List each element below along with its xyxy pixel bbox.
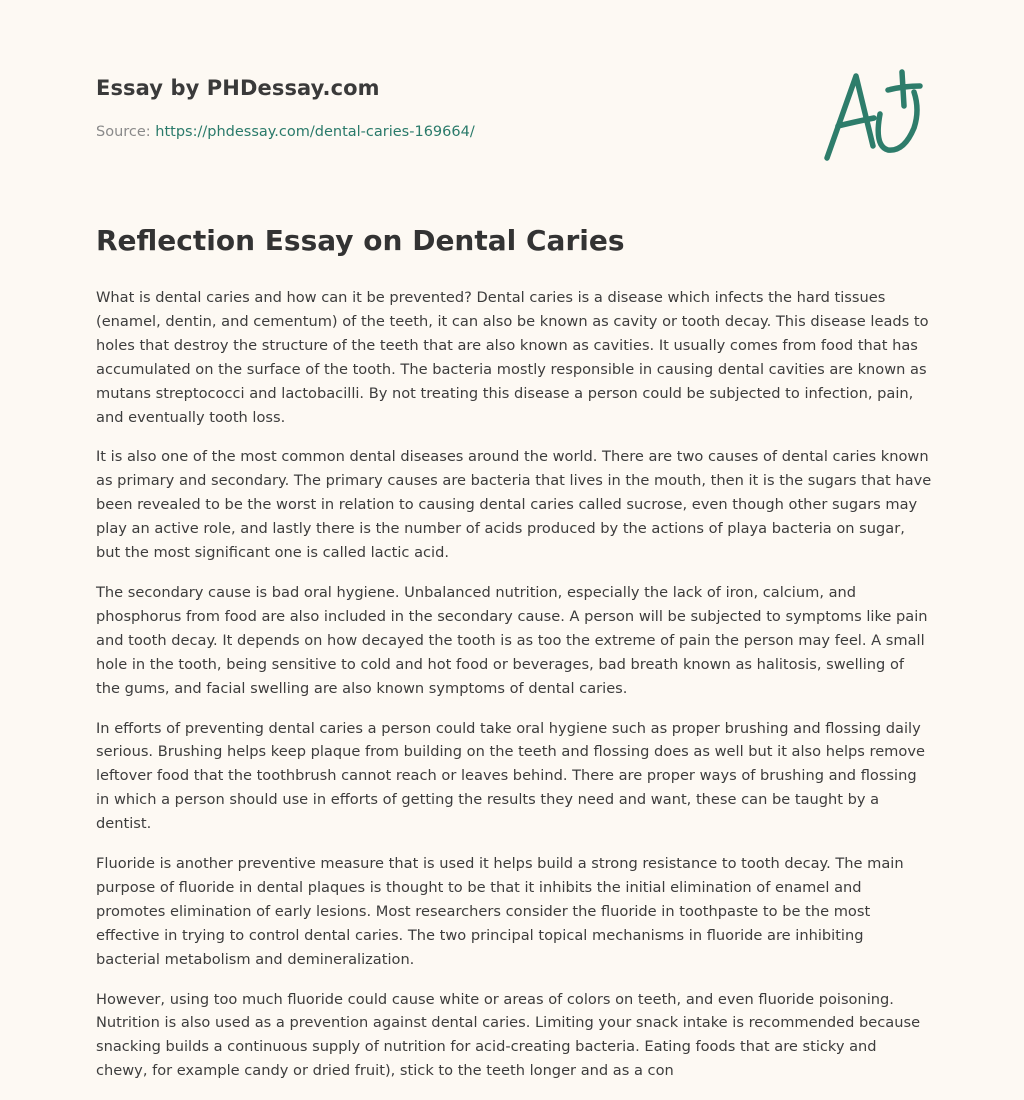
source-line [96,124,475,140]
source-link[interactable]: https://phdessay.com/dental-caries-169664/ [155,124,475,140]
a-plus-grade-icon [818,62,930,170]
essay-paragraph: What is dental caries and how can it be prevented? Dental caries is a disease which infects the hard tissues (enamel, dentin, and cementum) of the teeth, it can also be known as cavity or tooth decay. This disease leads to holes that destroy the structure of the teeth that are also known as cavities. It usually comes from food that has accumulated on the surface of the tooth. The bacteria mostly responsible in causing dental cavities are known as mutans streptococci and lactobacilli. By not treating this disease a person could be subjected to infection, pain, and eventually tooth loss. [96,289,929,426]
essay-paragraph: However, using too much fluoride could cause white or areas of colors on teeth, and even fluoride poisoning. Nutrition is also used as a prevention against dental caries. Limiting your snack intake is recommended because snacking builds a continuous supply of nutrition for acid-creating bacteria. Eating foods that are sticky and chewy, for example candy or dried fruit), stick to the teeth longer and as a con [96,990,921,1080]
essay-title: Reflection Essay on Dental Caries [96,224,625,257]
source-label: Source: [96,124,156,140]
brand-title: Essay by PHDessay.com [96,76,380,100]
essay-paragraph: The secondary cause is bad oral hygiene. Unbalanced nutrition, especially the lack of iron, calcium, and phosphorus from food are also included in the secondary cause. A person will be subjected to symptoms like pain and tooth decay. It depends on how decayed the tooth is as too the extreme of pain the person may feel. A small hole in the tooth, being sensitive to cold and hot food or beverages, bad breath known as halitosis, swelling of the gums, and facial swelling are also known symptoms of dental caries. [96,583,928,697]
check-curve-stroke [878,92,917,150]
plus-horizontal-stroke [888,86,920,90]
essay-paragraph: Fluoride is another preventive measure that is used it helps build a strong resistance to tooth decay. The main purpose of fluoride in dental plaques is thought to be that it inhibits the initial elimination of enamel and promotes elimination of early lesions. Most researchers consider the fluoride in toothpaste to be the most effective in trying to control dental caries. The two principal topical mechanisms in fluoride are inhibiting bacterial metabolism and demineralization. [96,855,904,968]
essay-paragraph: In efforts of preventing dental caries a person could take oral hygiene such as proper brushing and flossing daily serious. Brushing helps keep plaque from building on the teeth and flossing does as well but it also helps remove leftover food that the toothbrush cannot reach or leaves behind. There are proper ways of brushing and flossing in which a person should use in efforts of getting the results they need and want, these can be taught by a dentist. [96,719,925,833]
a-plus-strokes [827,72,920,158]
essay-paragraph: It is also one of the most common dental diseases around the world. There are two causes of dental caries known as primary and secondary. The primary causes are bacteria that lives in the mouth, then it is the sugars that have been revealed to be the worst in relation to causing dental caries called sucrose, even though other sugars may play an active role, and lastly there is the number of acids produced by the actions of playa bacteria on sugar, but the most significant one is called lactic acid. [96,448,932,562]
essay-body [96,286,932,1099]
